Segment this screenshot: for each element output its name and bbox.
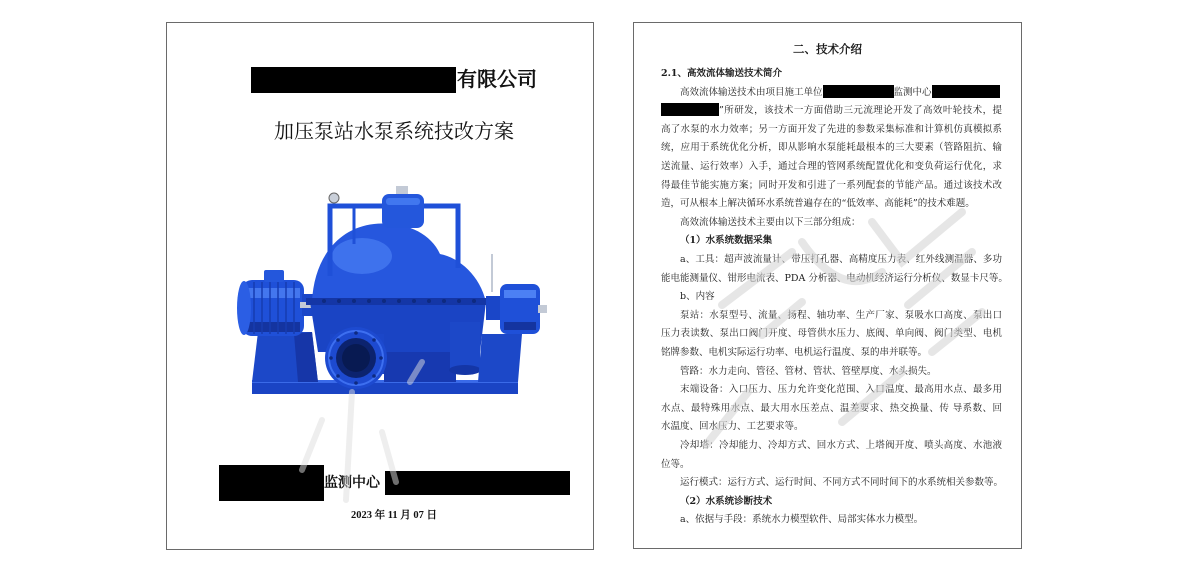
subsection-heading: 2.1、高效流体输送技术简介 (661, 68, 783, 79)
text-line: 压力表读数、泵出口阀门开度、母管供水压力、底阀、单向阀、阀门类型、电机 (661, 328, 1002, 340)
text-line (661, 102, 1002, 121)
text-line: 送流量、运行效率）入手，通过合理的管网系统配置优化和变负荷运行优化，求 (661, 161, 1002, 173)
text-line: a、依据与手段：系统水力模型软件、局部实体水力模型。 (680, 514, 924, 526)
section-heading: 二、技术介绍 (793, 42, 862, 56)
list-heading: （1）水系统数据采集 (680, 235, 773, 247)
text-segment: ”所研发，该技术一方面借助三元流理论开发了高效叶轮技术，提 (719, 105, 1002, 117)
plan-date: 2023 年 11 月 07 日 (350, 510, 438, 521)
list-heading: （2）水系统诊断技术 (680, 495, 773, 507)
text-line: 铭牌参数、电机实际运行功率、电机运行温度、泵的串并联等。 (661, 347, 928, 358)
content-page (633, 22, 1022, 549)
pump-center-pedestal (384, 350, 456, 382)
pump-left-stand (252, 332, 318, 382)
text-line: 管路：水力走向、管径、管材、管状、管壁厚度、水头损失。 (680, 365, 937, 377)
text-line: 统，应用于系统优化分析，即从影响水泵能耗最根本的三大要素（管路阻抗、输 (661, 142, 1002, 154)
pump-discharge-pipe (449, 322, 481, 375)
org-label: 监测中心 (324, 475, 380, 491)
text-line: 末端设备：入口压力、压力允许变化范围、入口温度、最高用水点、最多用 (680, 384, 1002, 396)
redaction-box (219, 465, 324, 501)
redaction-box (661, 103, 719, 116)
plan-title: 加压泵站水泵系统技改方案 (274, 119, 514, 143)
pump-image (234, 184, 549, 401)
text-line: 水温度、回水压力、工艺要求等。 (661, 421, 804, 433)
pump-left-motor (237, 270, 304, 336)
pump-suction-flange (325, 327, 387, 389)
text-segment: 高效流体输送技术由项目施工单位 (680, 86, 823, 98)
text-line: 高了水泵的水力效率；另一方面开发了先进的参数采集标准和计算机仿真模拟系 (661, 123, 1002, 135)
text-line: 位等。 (661, 458, 690, 470)
cover-page (166, 22, 594, 550)
text-line: 能电能测量仪、钳形电流表、PDA 分析器、电动机经济运行分析仪、数显卡尺等。 (661, 272, 1008, 284)
pump-base-frame (252, 380, 518, 394)
pump-right-motor (486, 284, 547, 334)
redaction-box (251, 67, 456, 93)
redaction-box (385, 471, 570, 495)
text-line: 水点、最特殊用水点、最大用水压差点、温差要求、热交换量、传 导系数、回 (661, 402, 1002, 414)
text-line: 得最佳节能实施方案；同时开发和引进了一系列配套的节能产品。通过该技术改 (661, 179, 1002, 191)
redaction-box (932, 85, 1000, 98)
text-line: a、工具：超声波流量计、带压打孔器、高精度压力表、红外线测温器、多功 (680, 254, 1002, 266)
text-line (661, 84, 1002, 103)
text-line: 运行模式：运行方式、运行时间、不同方式不同时间下的水系统相关参数等。 (680, 477, 1004, 489)
pump-right-stand (478, 334, 522, 382)
text-line: b、内容 (680, 291, 715, 303)
text-line: 冷却塔：冷却能力、冷却方式、回水方式、上塔阀开度、喷头高度、水池液 (680, 439, 1002, 451)
text-line: 高效流体输送技术主要由以下三部分组成： (680, 216, 861, 228)
redaction-box (823, 85, 894, 98)
company-suffix: 有限公司 (457, 67, 537, 91)
body-text (661, 84, 1008, 530)
text-segment: 监测中心 (893, 86, 932, 98)
text-line: 泵站：水泵型号、流量、扬程、轴功率、生产厂家、泵吸水口高度、泵出口 (680, 309, 1002, 321)
text-line: 造，可从根本上解决循环水系统普遍存在的“低效率、高能耗”的技术难题。 (661, 198, 975, 210)
